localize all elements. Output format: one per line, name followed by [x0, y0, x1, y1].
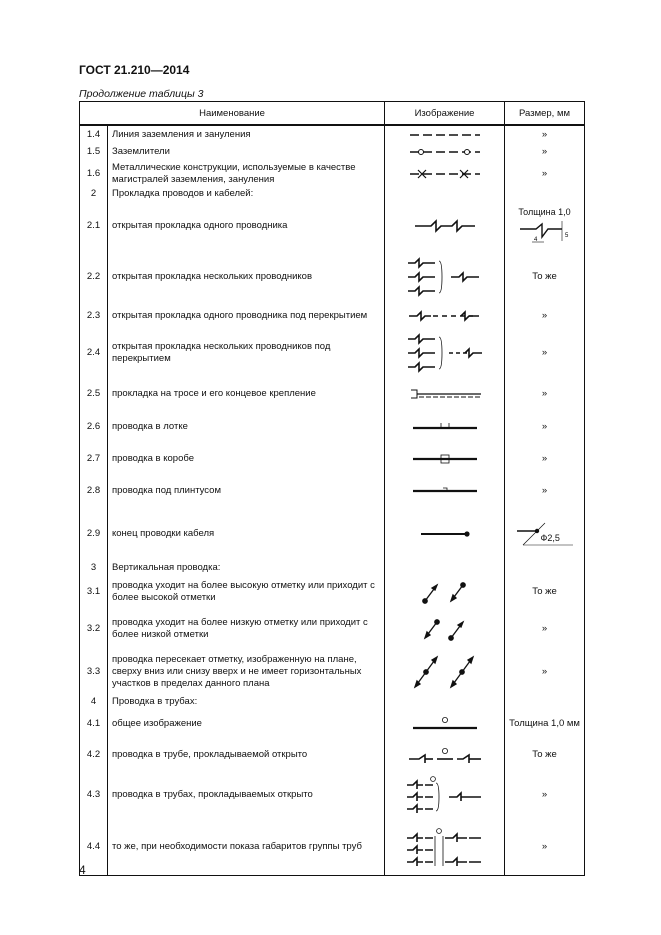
table-header-row [80, 102, 585, 126]
row-name: проводка в трубе, прокладываемой открыто [112, 749, 308, 761]
row-size: » [505, 475, 585, 507]
row-number: 3 [80, 561, 108, 575]
open-single-under-ceiling-symbol [385, 303, 505, 329]
row-size: » [505, 329, 585, 377]
grounding-electrode-symbol [385, 143, 505, 161]
row-number: 2.7 [80, 443, 108, 475]
open-multiple-under-ceiling-symbol [385, 329, 505, 377]
table-row [80, 125, 585, 143]
ground-line-symbol [385, 125, 505, 143]
row-size: То же [505, 251, 585, 303]
row-name: открытая прокладка одного проводника [112, 220, 288, 232]
row-size: » [505, 125, 585, 143]
row-number: 2.3 [80, 303, 108, 329]
table-row [80, 329, 585, 377]
row-size: » [505, 411, 585, 443]
size-thickness-note: Толщина 1,0 [518, 206, 571, 217]
vertical-crossing-symbol [385, 649, 505, 695]
row-number: 2.4 [80, 329, 108, 377]
row-name: проводка в лотке [112, 421, 188, 433]
row-name: открытая прокладка нескольких проводников [112, 271, 313, 283]
cable-on-rope-symbol [385, 377, 505, 411]
row-number: 2.2 [80, 251, 108, 303]
pipes-open-multiple-symbol [385, 771, 505, 819]
document-title: ГОСТ 21.210—2014 [79, 63, 190, 77]
diameter-value: Ф2,5 [540, 533, 560, 543]
open-single-conductor-symbol [385, 201, 505, 251]
table-row [80, 143, 585, 161]
table-row [80, 377, 585, 411]
row-name: проводка в трубах, прокладываемых открыто [112, 789, 313, 801]
section-heading: Прокладка проводов и кабелей: [112, 188, 254, 200]
open-multiple-conductors-symbol [385, 251, 505, 303]
row-name: Линия заземления и зануления [112, 128, 251, 140]
row-number: 4.3 [80, 771, 108, 819]
dimension-a: 4 [533, 237, 537, 244]
table-row [80, 161, 585, 187]
section-heading: Вертикальная проводка: [112, 562, 221, 574]
row-number: 3.2 [80, 609, 108, 649]
dimension-b: 5 [564, 233, 568, 240]
row-name: проводка пересекает отметку, изображенную на плане, сверху вниз или снизу вверх и не имеет горизонтальных участков в пределах данного плана [112, 654, 362, 689]
table-row [80, 411, 585, 443]
row-size: » [505, 377, 585, 411]
row-name: то же, при необходимости показа габаритов группы труб [108, 819, 385, 875]
row-number: 2.9 [80, 507, 108, 561]
table-row [80, 739, 585, 771]
row-size: » [505, 771, 585, 819]
header-image: Изображение [385, 102, 505, 126]
table-row [80, 251, 585, 303]
row-name: открытая прокладка одного проводника под перекрытием [112, 310, 368, 322]
table-row [80, 187, 585, 201]
row-size: » [505, 609, 585, 649]
table-row [80, 443, 585, 475]
row-number: 2.5 [80, 377, 108, 411]
row-number: 2.6 [80, 411, 108, 443]
row-size: » [505, 649, 585, 695]
row-name: Заземлители [112, 146, 170, 158]
row-name: проводка уходит на более высокую отметку или приходит с более высокой отметки [112, 580, 375, 603]
row-number: 1.6 [80, 161, 108, 187]
table-row [80, 475, 585, 507]
table-continuation-caption: Продолжение таблицы 3 [79, 88, 204, 100]
baseboard-wiring-symbol [385, 475, 505, 507]
table-row [80, 609, 585, 649]
row-name: открытая прокладка нескольких проводников под перекрытием [112, 341, 331, 364]
row-number: 1.5 [80, 143, 108, 161]
row-name: проводка под плинтусом [112, 485, 221, 497]
row-name: Металлические конструкции, используемые в качестве магистралей заземления, зануления [112, 162, 356, 185]
table-row [80, 649, 585, 695]
table-row [80, 709, 585, 739]
tray-wiring-symbol [385, 411, 505, 443]
row-size: » [505, 819, 585, 875]
table-row [80, 695, 585, 709]
page-number: 4 [79, 863, 86, 877]
row-number: 1.4 [80, 125, 108, 143]
table-row [80, 303, 585, 329]
row-number: 3.3 [80, 649, 108, 695]
row-size: » [505, 161, 585, 187]
row-number: 3.1 [80, 575, 108, 609]
pipe-general-symbol [385, 709, 505, 739]
diameter-sketch [515, 521, 575, 547]
row-number: 2.8 [80, 475, 108, 507]
row-name: прокладка на тросе и его концевое крепление [112, 388, 316, 400]
pipes-group-dimensions-symbol [385, 819, 505, 875]
vertical-down-symbol [385, 609, 505, 649]
row-number: 2.1 [80, 201, 108, 251]
row-name: проводка уходит на более низкую отметку или приходит с более низкой отметки [112, 617, 368, 640]
pipe-open-single-symbol [385, 739, 505, 771]
row-size: » [505, 303, 585, 329]
row-size: То же [505, 739, 585, 771]
vertical-up-symbol [385, 575, 505, 609]
row-size: То же [505, 575, 585, 609]
row-number: 4.4 [80, 819, 108, 875]
row-size: Толщина 1,0 мм [505, 709, 585, 739]
duct-wiring-symbol [385, 443, 505, 475]
table-row [80, 201, 585, 251]
table-row [80, 561, 585, 575]
table-row [80, 507, 585, 561]
row-name: общее изображение [112, 718, 202, 730]
row-size: » [505, 443, 585, 475]
row-name: конец проводки кабеля [112, 528, 215, 540]
row-number: 4 [80, 695, 108, 709]
table-row [80, 819, 585, 875]
row-name: проводка в коробе [112, 453, 194, 465]
dimension-sketch [514, 219, 576, 245]
row-number: 4.2 [80, 739, 108, 771]
section-heading: Проводка в трубах: [112, 696, 198, 708]
row-number: 2 [80, 187, 108, 201]
symbols-table [79, 101, 585, 876]
cable-end-symbol [385, 507, 505, 561]
row-number: 4.1 [80, 709, 108, 739]
header-name: Наименование [80, 102, 385, 126]
table-row [80, 575, 585, 609]
row-size: » [505, 143, 585, 161]
table-row [80, 771, 585, 819]
metal-structure-ground-symbol [385, 161, 505, 187]
header-size: Размер, мм [505, 102, 585, 126]
